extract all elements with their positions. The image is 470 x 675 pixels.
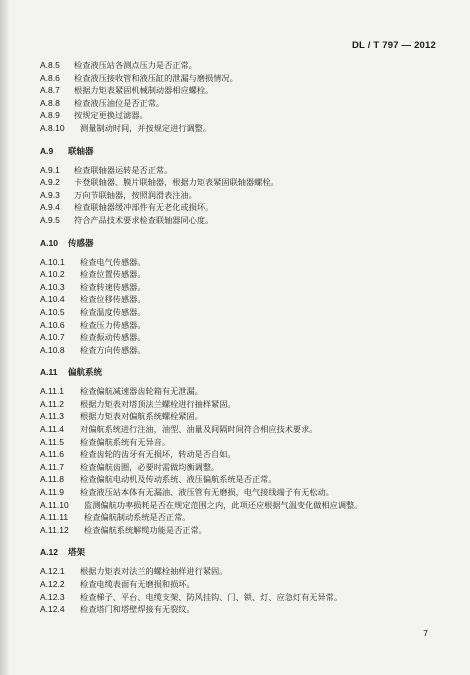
clause-number: A.8.7 [40,85,60,96]
clause-number: A.10.8 [40,344,65,355]
clause-item [40,60,440,73]
clause-number: A.9.3 [40,189,60,200]
clause-number: A.11.4 [40,424,64,435]
clause-item [40,98,440,111]
clause-item [40,449,440,462]
section-heading-title: 偏航系统 [68,368,103,379]
clause-number: A.10.4 [40,294,65,305]
clause-number: A.8.5 [40,60,60,70]
clause-text: 检查偏航电动机及传动系统、液压偏航系统是否正常。 [80,474,277,485]
clause-item [40,110,440,123]
section-heading-title: 传感器 [68,238,94,249]
clause-text: 检查压力传感器。 [80,319,146,330]
clause-item [40,604,440,617]
clause-number: A.9.4 [40,202,60,213]
clause-text: 测量制动时间，并按规定进行调整。 [80,122,212,133]
clause-item [40,190,440,203]
clause-text: 对偏航系统进行注油，油型、油量及间隔时间符合相应技术要求。 [80,424,318,435]
clause-text: 检查联轴器运转是否正常。 [74,164,173,175]
clause-item [40,462,440,475]
clause-text: 检查偏航齿圈，必要时需做均衡调整。 [80,461,220,472]
clause-text: 检查液压接收管和液压缸的泄漏与磨损情况。 [74,72,238,83]
clause-item [40,307,440,320]
clause-text: 根据力矩表对塔顶法兰螺栓进行抽样紧固。 [80,398,236,409]
section-heading [40,547,440,561]
section-heading-title: 塔架 [68,548,86,559]
clause-item [40,424,440,437]
clause-number: A.9.2 [40,177,60,188]
standard-code-header: DL / T 797 — 2012 [351,40,436,51]
clause-item [40,320,440,333]
clause-number: A.11.2 [40,398,64,409]
clause-item [40,73,440,86]
clause-number: A.11.11 [40,512,69,523]
clause-item [40,282,440,295]
clause-text: 检查梯子、平台、电缆支架、防风挂钩、门、锁、灯、应急灯有无异常。 [80,591,343,602]
clause-number: A.8.6 [40,72,60,83]
clause-text: 检查转速传感器。 [80,281,146,292]
section-heading-number: A.10 [40,237,58,248]
clause-item [40,215,440,228]
clause-text: 检查液压站各测点压力是否正常。 [74,60,197,70]
clause-item [40,592,440,605]
clause-item [40,437,440,450]
clause-text: 检查塔门和塔壁焊接有无裂纹。 [80,604,195,615]
clause-number: A.10.1 [40,256,65,267]
clause-item [40,123,440,136]
clause-number: A.11.9 [40,487,64,498]
page-number: 7 [423,628,428,638]
clause-number: A.11.10 [40,499,69,510]
clause-item [40,257,440,270]
clause-text: 检查液压油位是否正常。 [74,97,165,108]
clause-text: 检查温度传感器。 [80,306,146,317]
clause-text: 符合产品技术要求检查联轴器同心度。 [74,214,214,225]
clause-number: A.9.1 [40,164,60,175]
section-heading-number: A.11 [40,367,58,378]
clause-text: 检查偏航系统有无异音。 [80,436,171,447]
clause-number: A.10.6 [40,319,65,330]
clause-number: A.10.5 [40,306,65,317]
clause-item [40,500,440,513]
clause-item [40,386,440,399]
clause-item [40,332,440,345]
clause-item [40,411,440,424]
clause-number: A.11.1 [40,386,64,397]
clause-number: A.9.5 [40,214,60,225]
clause-number: A.8.10 [40,122,65,133]
clause-item [40,525,440,538]
clause-text: 根据力矩表紧固机械制动器相应螺栓。 [74,85,214,96]
clause-number: A.11.3 [40,411,64,422]
document-body [40,60,440,617]
clause-text: 检查齿轮的齿牙有无损坏，转动是否自如。 [80,449,236,460]
clause-number: A.12.1 [40,566,65,577]
clause-item [40,85,440,98]
clause-text: 按规定更换过滤器。 [74,110,148,121]
clause-text: 卡登联轴器、膜片联轴器，根据力矩表紧固联轴器螺栓。 [74,177,279,188]
clause-number: A.8.8 [40,97,60,108]
clause-text: 检查方向传感器。 [80,344,146,355]
clause-text: 检查电气传感器。 [80,256,146,267]
clause-text: 检查液压站本体有无漏油、液压管有无磨损，电气接线端子有无松动。 [80,487,334,498]
clause-item [40,165,440,178]
clause-item [40,399,440,412]
clause-number: A.8.9 [40,110,60,121]
section-heading-title: 联轴器 [68,146,94,157]
clause-text: 检查振动传感器。 [80,332,146,343]
section-heading [40,367,440,381]
clause-number: A.12.4 [40,604,65,615]
clause-number: A.11.8 [40,474,64,485]
clause-text: 检查偏航减速器齿轮箱有无泄漏。 [80,386,203,397]
clause-item [40,177,440,190]
clause-text: 监测偏航功率损耗是否在规定范围之内，此项还应根据气温变化做相应调整。 [84,499,363,510]
clause-item [40,512,440,525]
clause-number: A.10.3 [40,281,65,292]
clause-text: 检查位置传感器。 [80,269,146,280]
clause-item [40,294,440,307]
clause-text: 检查偏航系统解缆功能是否正常。 [84,524,207,535]
clause-number: A.11.6 [40,449,64,460]
clause-number: A.11.7 [40,461,64,472]
clause-item [40,566,440,579]
clause-item [40,474,440,487]
clause-number: A.11.5 [40,436,64,447]
clause-text: 检查偏航制动系统是否正常。 [84,512,191,523]
clause-number: A.12.2 [40,579,65,589]
section-heading-number: A.12 [40,547,58,558]
clause-text: 万向节联轴器，按照润滑表注油。 [74,189,197,200]
clause-item [40,345,440,358]
clause-text: 根据力矩表对偏航系统螺栓紧固。 [80,411,203,422]
clause-text: 检查电缆表面有无磨损和损坏。 [80,579,195,589]
clause-item [40,269,440,282]
clause-item [40,579,440,592]
clause-number: A.10.7 [40,332,65,343]
clause-item [40,202,440,215]
clause-number: A.11.12 [40,524,69,535]
scan-edge-shadow [0,0,10,675]
clause-number: A.10.2 [40,269,65,280]
clause-text: 根据力矩表对法兰的螺栓抽样进行紧固。 [80,566,228,577]
clause-number: A.12.3 [40,591,65,602]
section-heading [40,146,440,160]
section-heading [40,238,440,252]
clause-item [40,487,440,500]
clause-text: 检查位移传感器。 [80,294,146,305]
clause-text: 检查联轴器缓冲部件有无老化或损坏。 [74,202,214,213]
section-heading-number: A.9 [40,145,54,156]
